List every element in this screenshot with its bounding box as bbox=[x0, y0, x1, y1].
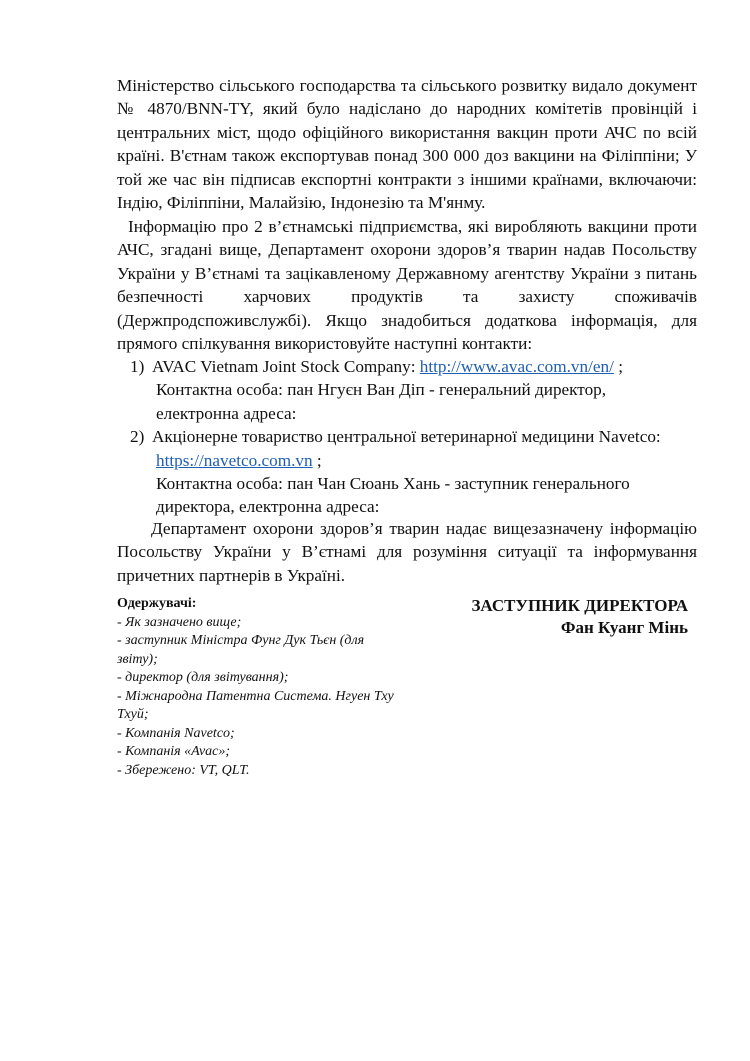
contacts-list bbox=[130, 355, 700, 519]
avac-website-link[interactable]: http://www.avac.com.vn/en/ bbox=[419, 357, 614, 376]
recipients-block bbox=[117, 595, 407, 780]
company-name: AVAC Vietnam Joint Stock Company: bbox=[152, 357, 420, 376]
recipient-item: - Збережено: VT, QLT. bbox=[117, 762, 250, 778]
list-number: 2) bbox=[130, 427, 145, 447]
link-suffix: ; bbox=[312, 450, 322, 470]
signatory-name: Фан Куанг Мінь bbox=[560, 618, 688, 637]
recipient-item: - заступник Міністра Фунг Дук Тьєн (для звіту); bbox=[117, 633, 365, 667]
recipient-item: - Компанія «Avac»; bbox=[117, 744, 231, 759]
contact-item-avac bbox=[130, 355, 700, 425]
recipients-title: Одержувачі: bbox=[117, 596, 197, 611]
signature-block bbox=[471, 595, 688, 639]
navetco-website-link[interactable]: https://navetco.com.vn bbox=[156, 450, 313, 470]
paragraph-vaccine-export: Міністерство сільського господарства та сільського розвитку видало документ № 4870/BNN-TY, який було надіслано до народних комітетів провінцій і центральних міст, щодо офіційного використання вакцин проти АЧС по всій країні. В'єтнам також експортував понад 300 000 доз вакцини на Філіппіни; У той же час він підписав експортні контракти з іншими країнами, включаючи: Індію, Філіппіни, Малайзію, Індонезію та М'янму. bbox=[117, 76, 697, 213]
recipient-item: - Як зазначено вище; bbox=[117, 614, 242, 630]
paragraph-closing: Департамент охорони здоров’я тварин надає вищезазначену інформацію Посольству України у В’єтнамі для розуміння ситуації та інформування причетних партнерів в Україні. bbox=[117, 519, 697, 585]
contact-person: Контактна особа: пан Нгуєн Ван Діп - генеральний директор, bbox=[156, 380, 607, 400]
recipient-item: - директор (для звітування); bbox=[117, 670, 289, 685]
contact-email: електронна адреса: bbox=[156, 403, 297, 423]
company-name: Акціонерне товариство центральної ветеринарної медицини Navetco: bbox=[152, 427, 661, 447]
contact-item-navetco bbox=[130, 425, 700, 519]
paragraph-enterprises-info: Інформацію про 2 в’єтнамські підприємства, які виробляють вакцини проти АЧС, згадані вище, Департамент охорони здоров’я тварин надав Посольству України у В’єтнамі та зацікавленому Державному агентству України з питань безпечності харчових продуктів та захисту споживачів (Держпродспоживслужбі). Якщо знадобиться додаткова інформація, для прямого спілкування використовуйте наступні контакти: bbox=[117, 217, 697, 354]
recipient-item: - Міжнародна Патентна Система. Нгуен Тху Тхуй; bbox=[117, 688, 394, 722]
contact-email: директора, електронна адреса: bbox=[156, 497, 380, 517]
recipient-item: - Компанія Navetco; bbox=[117, 725, 235, 741]
signatory-position: ЗАСТУПНИК ДИРЕКТОРА bbox=[471, 596, 688, 615]
link-suffix: ; bbox=[613, 357, 623, 376]
contact-person: Контактна особа: пан Чан Сюань Хань - заступник генерального bbox=[156, 474, 630, 494]
list-number: 1) bbox=[130, 357, 145, 376]
